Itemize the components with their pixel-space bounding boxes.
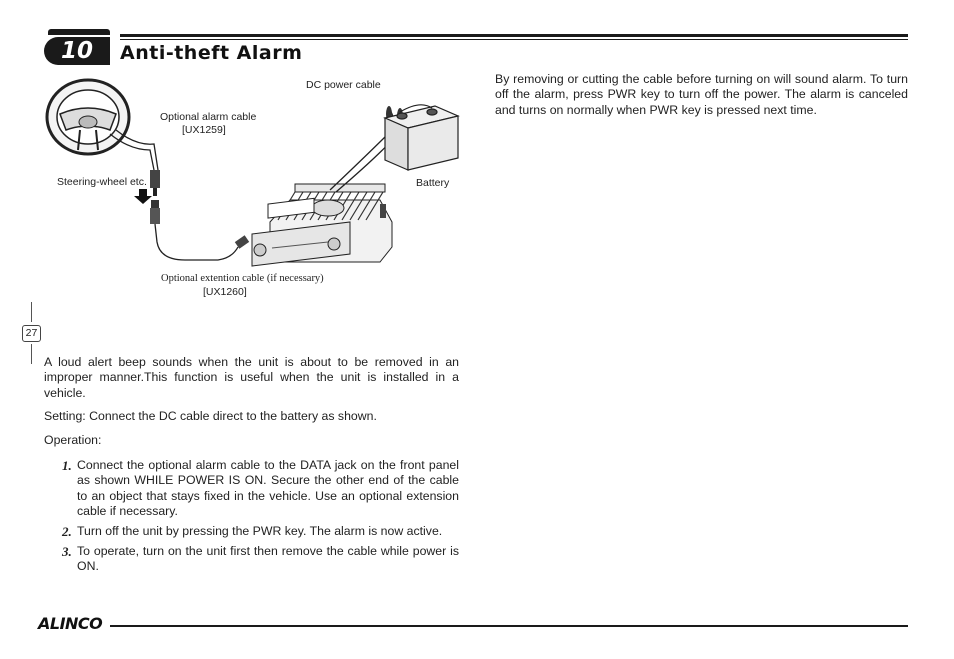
step-number: 3.	[62, 544, 72, 559]
alarm-cable-model-label: [UX1259]	[182, 124, 226, 136]
battery-icon	[385, 105, 458, 170]
page-marker-line-top	[31, 302, 32, 322]
intro-paragraph: A loud alert beep sounds when the unit is about to be removed in an improper manner.This function is useful when the unit is installed in a vehicle.	[44, 355, 459, 400]
steering-wheel-icon	[47, 80, 129, 154]
header-rule-thin	[120, 39, 908, 40]
step-number: 2.	[62, 524, 72, 539]
page-title: Anti-theft Alarm	[120, 42, 303, 64]
step-text: To operate, turn on the unit first then remove the cable while power is ON.	[77, 544, 459, 574]
steering-wheel-label: Steering-wheel etc.	[57, 176, 147, 188]
brand-logo: ALINCO	[38, 614, 103, 633]
alarm-cable-label: Optional alarm cable	[160, 111, 257, 123]
footer-rule	[110, 625, 908, 627]
header-rule	[120, 34, 908, 37]
dc-power-cable-label: DC power cable	[306, 79, 381, 91]
radio-unit-icon	[252, 184, 392, 266]
operation-heading: Operation:	[44, 433, 102, 447]
chapter-number: 10	[60, 38, 93, 64]
step-text: Connect the optional alarm cable to the DATA jack on the front panel as shown WHILE POWER IS ON. Secure the other end of the cable to an object that stays fixed in the vehicle. Use an optional extension cable if necessary.	[77, 458, 459, 519]
step-number: 1.	[62, 458, 72, 473]
extension-cable-model-label: [UX1260]	[203, 286, 247, 298]
page-number: 27	[22, 325, 41, 342]
extension-cable-label: Optional extention cable (if necessary)	[161, 273, 324, 284]
right-column-paragraph: By removing or cutting the cable before turning on will sound alarm. To turn off the alarm, press PWR key to turn off the power. The alarm is canceled and turns on normally when PWR key is pressed next time.	[495, 72, 908, 117]
setting-paragraph: Setting: Connect the DC cable direct to the battery as shown.	[44, 409, 377, 423]
battery-label: Battery	[416, 177, 450, 189]
arrow-down-icon	[134, 189, 152, 204]
step-text: Turn off the unit by pressing the PWR key. The alarm is now active.	[77, 524, 443, 538]
page-marker-line-bottom	[31, 344, 32, 364]
